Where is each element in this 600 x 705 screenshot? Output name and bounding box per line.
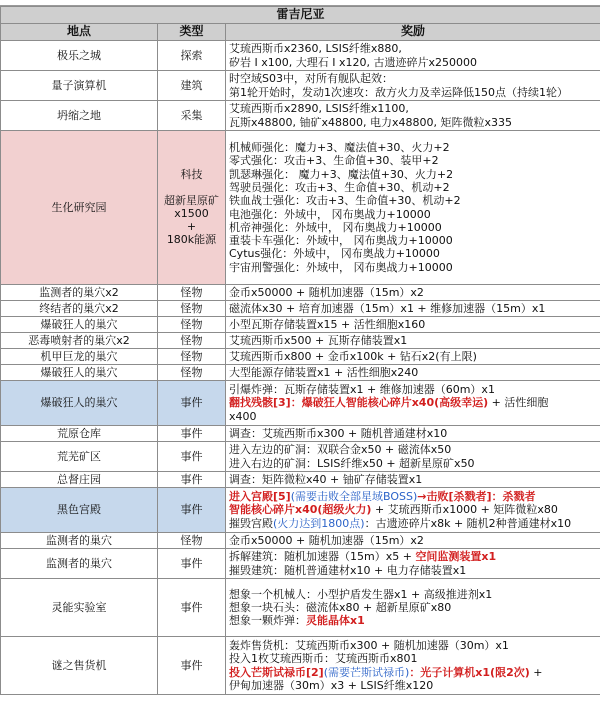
table-row <box>1 41 600 71</box>
header-location: 地点 <box>1 24 158 41</box>
reward-line <box>229 116 597 129</box>
highlight-text: ：光子计算机x1(限2次) <box>409 665 530 679</box>
type-cell <box>158 41 226 71</box>
highlight-text: 灵能晶体x1 <box>306 614 365 628</box>
reward-text: 艾琉西斯币x2890, LSIS纤维x1100, <box>229 102 409 116</box>
reward-line <box>229 86 597 99</box>
type-line: 怪物 <box>180 285 203 299</box>
highlight-text: 进入宫殿[5] <box>229 490 291 504</box>
reward-text: 伊甸加速器（30m）x3 + LSIS纤维x120 <box>229 678 434 692</box>
type-line: 事件 <box>180 503 203 517</box>
reward-text: 摧毁宫殿 <box>229 516 273 530</box>
type-cell <box>158 71 226 101</box>
reward-line <box>229 72 597 85</box>
table-title: 雷吉尼亚 <box>1 7 600 24</box>
reward-text: 引爆炸弹：瓦斯存储装置x1 + 维修加速器（60m）x1 <box>229 383 495 397</box>
reward-text: 第1轮开始时，发动1次速攻：敌方火力及幸运降低150点（持续1轮） <box>229 85 568 99</box>
reward-cell <box>226 442 600 472</box>
reward-line <box>229 318 597 331</box>
reward-text: 重装卡车强化：外域中， 冈布奥战力+10000 <box>229 234 453 248</box>
reward-line <box>229 534 597 547</box>
type-line: 怪物 <box>180 333 203 347</box>
rewards-table <box>0 6 600 695</box>
reward-line <box>229 383 597 396</box>
location-cell: 恶毒喷射者的巢穴x2 <box>1 333 158 349</box>
reward-text: 调查：矩阵微粒x40 + 铀矿存储装置x1 <box>229 472 423 486</box>
reward-cell <box>226 301 600 317</box>
location-cell: 监测者的巢穴 <box>1 533 158 549</box>
reward-cell <box>226 317 600 333</box>
reward-line <box>229 443 597 456</box>
reward-cell <box>226 71 600 101</box>
reward-cell <box>226 349 600 365</box>
type-line: 怪物 <box>180 533 203 547</box>
reward-text: 时空域S03中，对所有舰队起效： <box>229 72 393 86</box>
reward-text: 电池强化：外域中， 冈布奥战力+10000 <box>229 207 431 221</box>
type-cell <box>158 381 226 426</box>
reward-text: 进入左边的矿洞：双联合金x50 + 磁流体x50 <box>229 443 452 457</box>
reward-cell <box>226 285 600 301</box>
reward-line <box>229 141 597 154</box>
type-line: + <box>186 220 197 234</box>
table-row <box>1 533 600 549</box>
type-cell <box>158 472 226 488</box>
reward-line <box>229 154 597 167</box>
reward-text: 投入1枚艾琉西斯币：艾琉西斯币x801 <box>229 652 418 666</box>
type-cell <box>158 349 226 365</box>
type-line: 怪物 <box>180 301 203 315</box>
reward-line <box>229 550 597 563</box>
type-cell <box>158 365 226 381</box>
type-line: 事件 <box>180 449 203 463</box>
reward-line <box>229 601 597 614</box>
reward-text: 机械师强化：魔力+3、魔法值+30、火力+2 <box>229 141 450 155</box>
reward-line <box>229 427 597 440</box>
reward-line <box>229 652 597 665</box>
type-line: 采集 <box>180 108 203 122</box>
reward-line <box>229 234 597 247</box>
reward-cell <box>226 131 600 285</box>
reward-line <box>229 102 597 115</box>
type-cell <box>158 549 226 579</box>
reward-line <box>229 247 597 260</box>
reward-line <box>229 194 597 207</box>
reward-text: 金币x50000 + 随机加速器（15m）x2 <box>229 533 424 547</box>
reward-line <box>229 588 597 601</box>
reward-cell <box>226 472 600 488</box>
reward-text: 宇宙刑警强化：外域中， 冈布奥战力+10000 <box>229 260 453 274</box>
highlight-text: 翻找残骸[3]：爆破狂人智能核心碎片x40(高级幸运) <box>229 396 489 410</box>
table-row <box>1 301 600 317</box>
type-cell <box>158 533 226 549</box>
location-cell: 量子演算机 <box>1 71 158 101</box>
reward-cell <box>226 533 600 549</box>
highlight-text: (需要芒斯试禄币) <box>323 665 410 679</box>
location-cell: 荒原仓库 <box>1 426 158 442</box>
highlight-text: (需要击败全部星域BOSS) <box>290 490 418 504</box>
table-row <box>1 101 600 131</box>
table-row <box>1 472 600 488</box>
type-cell <box>158 488 226 533</box>
type-cell <box>158 131 226 285</box>
table-row <box>1 71 600 101</box>
reward-line <box>229 261 597 274</box>
reward-line <box>229 490 597 503</box>
type-line: 怪物 <box>180 365 203 379</box>
reward-text: 机帝神强化：外域中， 冈布奥战力+10000 <box>229 220 442 234</box>
reward-text: 调查：艾琉西斯币x300 + 随机普通建材x10 <box>229 426 448 440</box>
type-line: 怪物 <box>180 317 203 331</box>
reward-cell <box>226 637 600 695</box>
reward-text: 想象一个机械人：小型护盾发生器x1 + 高级推进剂x1 <box>229 587 493 601</box>
reward-text: ：古遗迹碎片x8k + 随机2种普通建材x10 <box>364 516 572 530</box>
location-cell: 灵能实验室 <box>1 579 158 637</box>
type-cell <box>158 426 226 442</box>
reward-text: 拆解建筑：随机加速器（15m）x5 + <box>229 550 416 564</box>
reward-text: 轰炸售货机：艾琉西斯币x300 + 随机加速器（30m）x1 <box>229 638 509 652</box>
reward-text: 想象一颗炸弹： <box>229 614 306 628</box>
location-cell: 荒芜矿区 <box>1 442 158 472</box>
reward-line <box>229 410 597 423</box>
reward-text: 艾琉西斯币x500 + 瓦斯存储装置x1 <box>229 333 408 347</box>
location-cell: 终结者的巢穴x2 <box>1 301 158 317</box>
highlight-text: 空间监测装置x1 <box>415 550 497 564</box>
reward-text: + <box>529 665 543 679</box>
reward-cell <box>226 101 600 131</box>
reward-text: 磁流体x30 + 培育加速器（15m）x1 + 维修加速器（15m）x1 <box>229 301 546 315</box>
reward-line <box>229 302 597 315</box>
type-line: 事件 <box>180 600 203 614</box>
reward-text: 铁血战士强化：攻击+3、生命值+30、机动+2 <box>229 194 461 208</box>
table-row <box>1 285 600 301</box>
table-row <box>1 349 600 365</box>
type-line: 事件 <box>180 472 203 486</box>
reward-text: 摧毁建筑：随机普通建材x10 + 电力存储装置x1 <box>229 563 467 577</box>
type-cell <box>158 579 226 637</box>
title-row <box>1 7 600 24</box>
location-cell: 总督庄园 <box>1 472 158 488</box>
type-line: 探索 <box>180 48 203 62</box>
table-row <box>1 579 600 637</box>
table-row <box>1 442 600 472</box>
reward-line <box>229 457 597 470</box>
reward-line <box>229 517 597 530</box>
reward-text: x400 <box>229 409 257 423</box>
type-line: 建筑 <box>180 78 203 92</box>
type-cell <box>158 317 226 333</box>
header-reward: 奖励 <box>226 24 600 41</box>
reward-text: 瓦斯x48800, 铀矿x48800, 电力x48800, 矩阵微粒x335 <box>229 115 512 129</box>
reward-line <box>229 168 597 181</box>
location-cell: 极乐之城 <box>1 41 158 71</box>
location-cell: 监测者的巢穴x2 <box>1 285 158 301</box>
table-row <box>1 131 600 285</box>
reward-line <box>229 334 597 347</box>
reward-cell <box>226 333 600 349</box>
reward-cell <box>226 488 600 533</box>
reward-text: 驾驶员强化：攻击+3、生命值+30、机动+2 <box>229 180 450 194</box>
reward-text: 凯瑟琳强化： 魔力+3、魔法值+30、火力+2 <box>229 167 454 181</box>
type-line: 超新星原矿x1500 <box>164 193 219 220</box>
type-cell <box>158 301 226 317</box>
reward-line <box>229 666 597 679</box>
type-line: 事件 <box>180 396 203 410</box>
location-cell: 爆破狂人的巢穴 <box>1 365 158 381</box>
highlight-text: (火力达到1800点) <box>273 516 365 530</box>
reward-line <box>229 208 597 221</box>
type-line: 怪物 <box>180 349 203 363</box>
highlight-text: 投入芒斯试禄币[2] <box>229 665 324 679</box>
type-cell <box>158 285 226 301</box>
table-row <box>1 317 600 333</box>
location-cell: 机甲巨龙的巢穴 <box>1 349 158 365</box>
table-row <box>1 381 600 426</box>
header-row <box>1 24 600 41</box>
type-line: 事件 <box>180 556 203 570</box>
table-row <box>1 333 600 349</box>
table-row <box>1 488 600 533</box>
reward-text: + 活性细胞 <box>488 396 549 410</box>
header-type: 类型 <box>158 24 226 41</box>
reward-text: Cytus强化：外域中， 冈布奥战力+10000 <box>229 247 440 261</box>
type-cell <box>158 333 226 349</box>
reward-text: 艾琉西斯币x800 + 金币x100k + 钻石x2(有上限) <box>229 349 477 363</box>
type-cell <box>158 637 226 695</box>
reward-line <box>229 181 597 194</box>
reward-text: + 艾琉西斯币x1000 + 矩阵微粒x80 <box>371 503 558 517</box>
reward-cell <box>226 579 600 637</box>
table-row <box>1 365 600 381</box>
highlight-text: 智能核心碎片x40(超级火力) <box>229 503 372 517</box>
reward-line <box>229 503 597 516</box>
reward-text: 大型能源存储装置x1 + 活性细胞x240 <box>229 365 419 379</box>
reward-text: 进入右边的矿洞：LSIS纤维x50 + 超新星原矿x50 <box>229 456 475 470</box>
reward-cell <box>226 426 600 442</box>
reward-line <box>229 614 597 627</box>
reward-line <box>229 396 597 409</box>
reward-cell <box>226 549 600 579</box>
location-cell: 生化研究园 <box>1 131 158 285</box>
type-line: 事件 <box>180 658 203 672</box>
reward-cell <box>226 365 600 381</box>
reward-line <box>229 639 597 652</box>
type-cell <box>158 101 226 131</box>
reward-line <box>229 473 597 486</box>
reward-line <box>229 221 597 234</box>
reward-cell <box>226 381 600 426</box>
reward-line <box>229 350 597 363</box>
location-cell: 爆破狂人的巢穴 <box>1 317 158 333</box>
table-row <box>1 426 600 442</box>
reward-line <box>229 366 597 379</box>
location-cell: 坍缩之地 <box>1 101 158 131</box>
reward-text: 金币x50000 + 随机加速器（15m）x2 <box>229 285 424 299</box>
type-line: 180k能源 <box>166 233 217 247</box>
table-row <box>1 549 600 579</box>
type-line: 科技 <box>180 168 203 182</box>
reward-line <box>229 42 597 55</box>
table-row <box>1 637 600 695</box>
reward-text: 艾琉西斯币x2360, LSIS纤维x880, <box>229 42 402 56</box>
reward-line <box>229 56 597 69</box>
location-cell: 黑色宫殿 <box>1 488 158 533</box>
location-cell: 监测者的巢穴 <box>1 549 158 579</box>
reward-line <box>229 286 597 299</box>
reward-line <box>229 679 597 692</box>
reward-text: 小型瓦斯存储装置x15 + 活性细胞x160 <box>229 317 426 331</box>
highlight-text: →击败[杀戮者]：杀戮者 <box>417 490 536 504</box>
type-cell <box>158 442 226 472</box>
location-cell: 爆破狂人的巢穴 <box>1 381 158 426</box>
reward-text: 想象一块石头：磁流体x80 + 超新星原矿x80 <box>229 600 452 614</box>
reward-line <box>229 564 597 577</box>
reward-text: 矽岩 I x100, 大理石 I x120, 古遗迹碎片x250000 <box>229 55 477 69</box>
type-line: 事件 <box>180 426 203 440</box>
reward-text: 零式强化：攻击+3、生命值+30、装甲+2 <box>229 154 439 168</box>
location-cell: 谜之售货机 <box>1 637 158 695</box>
reward-cell <box>226 41 600 71</box>
